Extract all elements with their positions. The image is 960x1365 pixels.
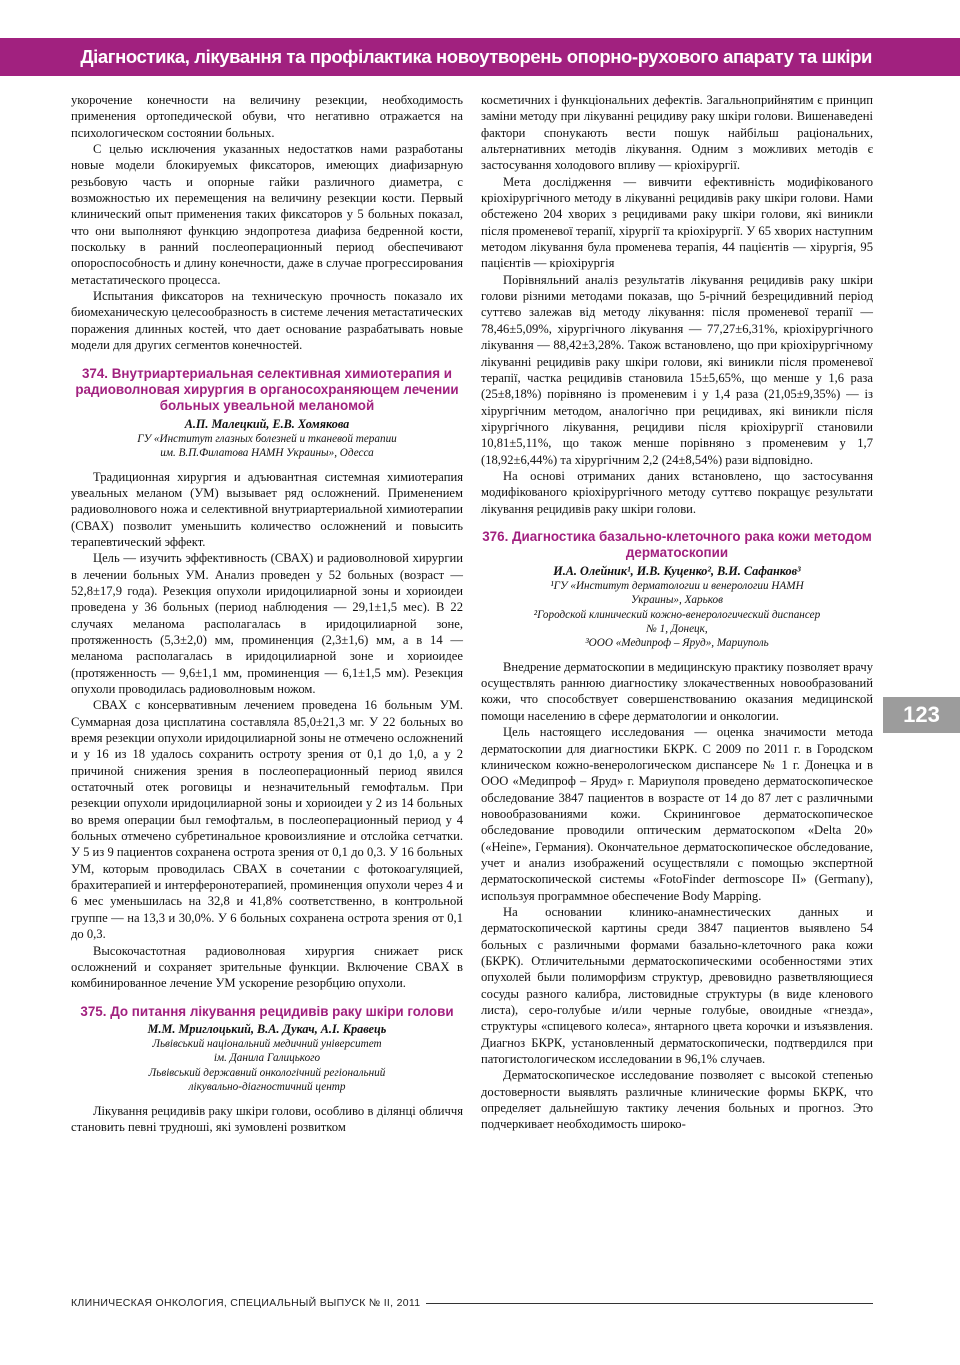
- body-paragraph: На основі отриманих даних встановлено, що застосування модифікованого кріохірургічного методу суттєво покращує результати лікування рецидивів раку шкіри голови.: [481, 468, 873, 516]
- body-paragraph: Испытания фиксаторов на техническую прочность показало их биомеханическую целесообразность в системе лечения метастатических поражения длинных костей, что дает основание разрабатывать новые модели для других сегментов конечностей.: [71, 289, 463, 353]
- body-paragraph: Цель настоящего исследования — оценка значимости метода дерматоскопии для диагностики БКРК. С 2009 по 2011 г. в Городском клиническом кожно-венерологическом диспансере № 1 г. Донецка и в ООО «Медипроф – Яруд» г. Мариуполя проведено дерматоскопическое обследование 3847 пациентов в возрасте от 14 до 87 лет с различными новообразованиями кожи. Скрининговое дерматоскопическое обследование проводили оптическим дерматоскопом «Delta 20» («Heine», Германия). Окончательное дерматоскопическое обследование, учет и анализ изображений осуществляли с помощью экспертной дерматоскопической системы «FotoFinder dermoscope II» (Germany), используя программное обеспечение Body Mapping.: [481, 725, 873, 903]
- affiliation-line: Львівський державний онкологічний регіональний: [148, 1066, 386, 1079]
- body-paragraph: Дерматоскопическое исследование позволяет с высокой степенью достоверности выявлять различные клинические формы БКРК, что определяет дальнейшую тактику лечения больных и прогноз. Это подчеркивает необходимость широко-: [481, 1068, 873, 1132]
- article-375-affiliation: [71, 1037, 463, 1095]
- article-376-title: 376. Диагностика базально-клеточного рака кожи методом дерматоскопии: [482, 528, 872, 561]
- body-paragraph: С целью исключения указанных недостатков нами разработаны новые модели блокируемых фиксаторов, имеющих диафизарную резьбовую часть и опорные гайки различного диаметра, с возможностью их перемещения на величину резекции кости. Первый клинический опыт применения таких фиксаторов у 5 больных показал, что они выполняют функцию эндопротеза диафиза бедренной кости, поскольку в ранний послеоперационный период обеспечивают опороспособность и длину конечности, даже в случае прогрессирования метастатического процесса.: [71, 142, 463, 287]
- body-paragraph: На основании клинико-анамнестических данных и дерматоскопической картины среди 3847 пациентов выявлено 54 больных с различными формами базально-клеточного рака кожи (БКРК). Отличительными дерматоскопическими особенностями этих опухолей были полиморфизм структур, древовидно разветвляющиеся сосуды разного калибра, листовидные структуры (в виде кленового листа), серо-голубые и/или черные голубые, овоидные «гнезда», структуры «спицевого колеса», янтарного цвета корочки и изъязвления. Диагноз БКРК, установленный дерматоскопически, подтвердился при патогистологическом исследовании в 96,1% случаев.: [481, 904, 873, 1067]
- affiliation-line: ГУ «Институт глазных болезней и тканевой терапии: [137, 432, 397, 445]
- affiliation-line: ¹ГУ «Институт дерматологии и венерологии НАМН: [550, 579, 804, 592]
- body-paragraph: Цель — изучить эффективность (СВАХ) и радиоволновой хирургии в лечении больных УМ. Анализ проведен у 52 больных (возраст — 52,8±17,9 года). Резекция опухоли иридоцилиарной зоны и хориоидеи проведена у 36 больных (период наблюдения — 29,1±1,5 мес). В 22 случаях меланома располагалась в иридоцилиарной зоне, протяженность (5,3±2,0) мм, проминенция (2,3±1,6) мм, а в 14 — меланома располагалась в иридоцилиарной зоне и хориоидее (протяженность — 9,6±1,1 мм, проминенция — 6,1±1,5 мм). Резекция опухоли проводилась радиоволновым ножом.: [71, 551, 463, 696]
- article-375-title: 375. До питання лікування рецидивів раку шкіри голови: [80, 1003, 454, 1019]
- affiliation-line: ім. Данила Галицького: [213, 1052, 321, 1065]
- body-paragraph: Мета дослідження — вивчити ефективність модифікованого кріохірургічного методу в лікуванні рецидивів раку шкіри голови. Нами обстежено 204 хворих з рецидивами раку шкіри голови, які виникли після променевої терапії, хірургії та кріохірургії. У 65 хворих наступним методом лікування була променева терапія, 44 пацієнтів — хірургія, 95 пацієнтів — кріохірургія: [481, 174, 873, 271]
- affiliation-line: лікувально-діагностичний центр: [188, 1081, 346, 1094]
- page-footer: [71, 1297, 873, 1309]
- body-paragraph: СВАХ с консервативным лечением проведена 16 больным УМ. Суммарная доза цисплатина составляла 85,0±21,3 мг. У 22 больных во время резекции опухоли иридоцилиарной зоны не отмечено осложнений и у 16 из 18 удалось сохранить остроту зрения от 0,1 до 1,0, а у 2 причиной снижения зрения в послеоперационный период явился остаточный отек роговицы и незначительный гемофтальм. При резекции опухоли иридоцилиарной зоны и хориоидеи у 2 из 14 больных во время операции был гемофтальм, в послеоперационный период у 4 больных отмечено субретинальное кровоизлияние и отслойка сетчатки. У 5 из 9 пациентов сохранена острота зрения от 0,1 до 0,3. У 16 больных УМ, которым проводилась СВАХ в сочетании с фотокоагуляцией, брахитерапией и интерферонотерапией, проминенция опухоли через 4 и 6 мес уменьшилась на 32,8 и 41,8% соответственно, в контрольной группе — на 13,3 и 30,0%. У 6 больных сохранена острота зрения от 0,1 до 0,3.: [71, 698, 463, 942]
- body-paragraph: укорочение конечности на величину резекции, необходимость применения ортопедической обуви, что негативно отражается на психологическом состоянии больных.: [71, 93, 463, 140]
- article-376-authors: И.А. Олейник¹, И.В. Куценко², В.И. Сафанков³: [553, 563, 801, 578]
- body-paragraph: Порівняльний аналіз результатів лікування рецидивів раку шкіри голови різними методами показав, що 5-річний безрецидивний період суттєво залежав від методу лікування: після променевої терапії — 78,46±5,09%, хірургічного лікування — 77,27±6,31%, кріохірургічного лікування — 88,42±3,28%. Також встановлено, що при кріохірургічному лікуванні рецидивів раку шкіри голови, які виникли після променевої терапії, частка рецидивів становила 15±5,65%, що менше у 1,6 раза (25±8,18%) порівняно із променевим i у 1,4 раза (21,05±9,35%) — із хірургічним методом, аналогічно при рецидивах, які виникли після хірургічного лікування, рецидиви після кріохірургії становили 10,81±5,11%, що також менше порівняно з променевим у 1,7 (18,92±6,44%) та хірургічним 2,2 (24±8,54%) рази відповідно.: [481, 272, 873, 467]
- affiliation-line: им. В.П.Филатова НАМН Украины», Одесса: [160, 447, 374, 460]
- footer-rule: [426, 1303, 873, 1304]
- article-375-authors: М.М. Мриглоцький, В.А. Дукач, А.І. Кравець: [147, 1021, 387, 1036]
- affiliation-line: ²Городской клинический кожно-венерологический диспансер: [533, 608, 821, 621]
- left-column: [71, 92, 463, 1135]
- article-376-affiliation: [481, 579, 873, 651]
- affiliation-line: № 1, Донецк,: [646, 622, 708, 635]
- affiliation-line: Львівський національний медичний університет: [152, 1037, 382, 1050]
- body-paragraph: Внедрение дерматоскопии в медицинскую практику позволяет врачу осуществлять раннюю диагностику злокачественных новообразований кожи, что способствует совершенствованию оказания медицинской помощи населению в сфере дерматологии и онкологии.: [481, 659, 873, 723]
- footer-journal-title: КЛИНИЧЕСКАЯ ОНКОЛОГИЯ, СПЕЦИАЛЬНЫЙ ВЫПУСК № II, 2011: [71, 1297, 421, 1309]
- body-paragraph: Традиционная хирургия и адъювантная системная химиотерапия увеальных меланом (УМ) вызывает ряд осложнений. Применением радиоволнового ножа и селективной внутриартериальной химиотерапии (СВАХ) позволит уменьшить количество осложнений и повысить терапевтический эффект.: [71, 469, 463, 549]
- right-column: [481, 92, 873, 1133]
- article-374-title: 374. Внутриартериальная селективная химиотерапия и радиоволновая хирургия в органосохраняющем лечении больных увеальной меланомой: [75, 365, 459, 414]
- page-number-tab: 123: [883, 697, 960, 733]
- section-banner: Діагностика, лікування та профілактика новоутворень опорно-рухового апарату та шкіри: [0, 38, 960, 76]
- body-paragraph: Высокочастотная радиоволновая хирургия снижает риск осложнений и сохраняет зрительные функции. Включение СВАХ в комбинированное лечение УМ ускорение резорбцию опухоли.: [71, 943, 463, 991]
- body-paragraph: Лікування рецидивів раку шкіри голови, особливо в ділянці обличчя становить певні трудношi, які зумовлені розвитком: [71, 1103, 463, 1134]
- body-paragraph: косметичних і функціональних дефектів. Загальноприйнятим є принцип заміни методу при лікуванні рецидиву раку шкіри голови. Вишенаведені фактори спонукають вести пошук найбільш раціональних, альтернативних методів лікування. Одним з можливих методів є застосування холодового впливу — кріохірургії.: [481, 93, 873, 173]
- affiliation-line: ³ООО «Медипроф – Яруд», Мариуполь: [585, 637, 769, 650]
- affiliation-line: Украины», Харьков: [631, 594, 723, 607]
- article-374-authors: А.П. Малецкий, Е.В. Хомякова: [184, 416, 350, 431]
- article-374-affiliation: [71, 432, 463, 461]
